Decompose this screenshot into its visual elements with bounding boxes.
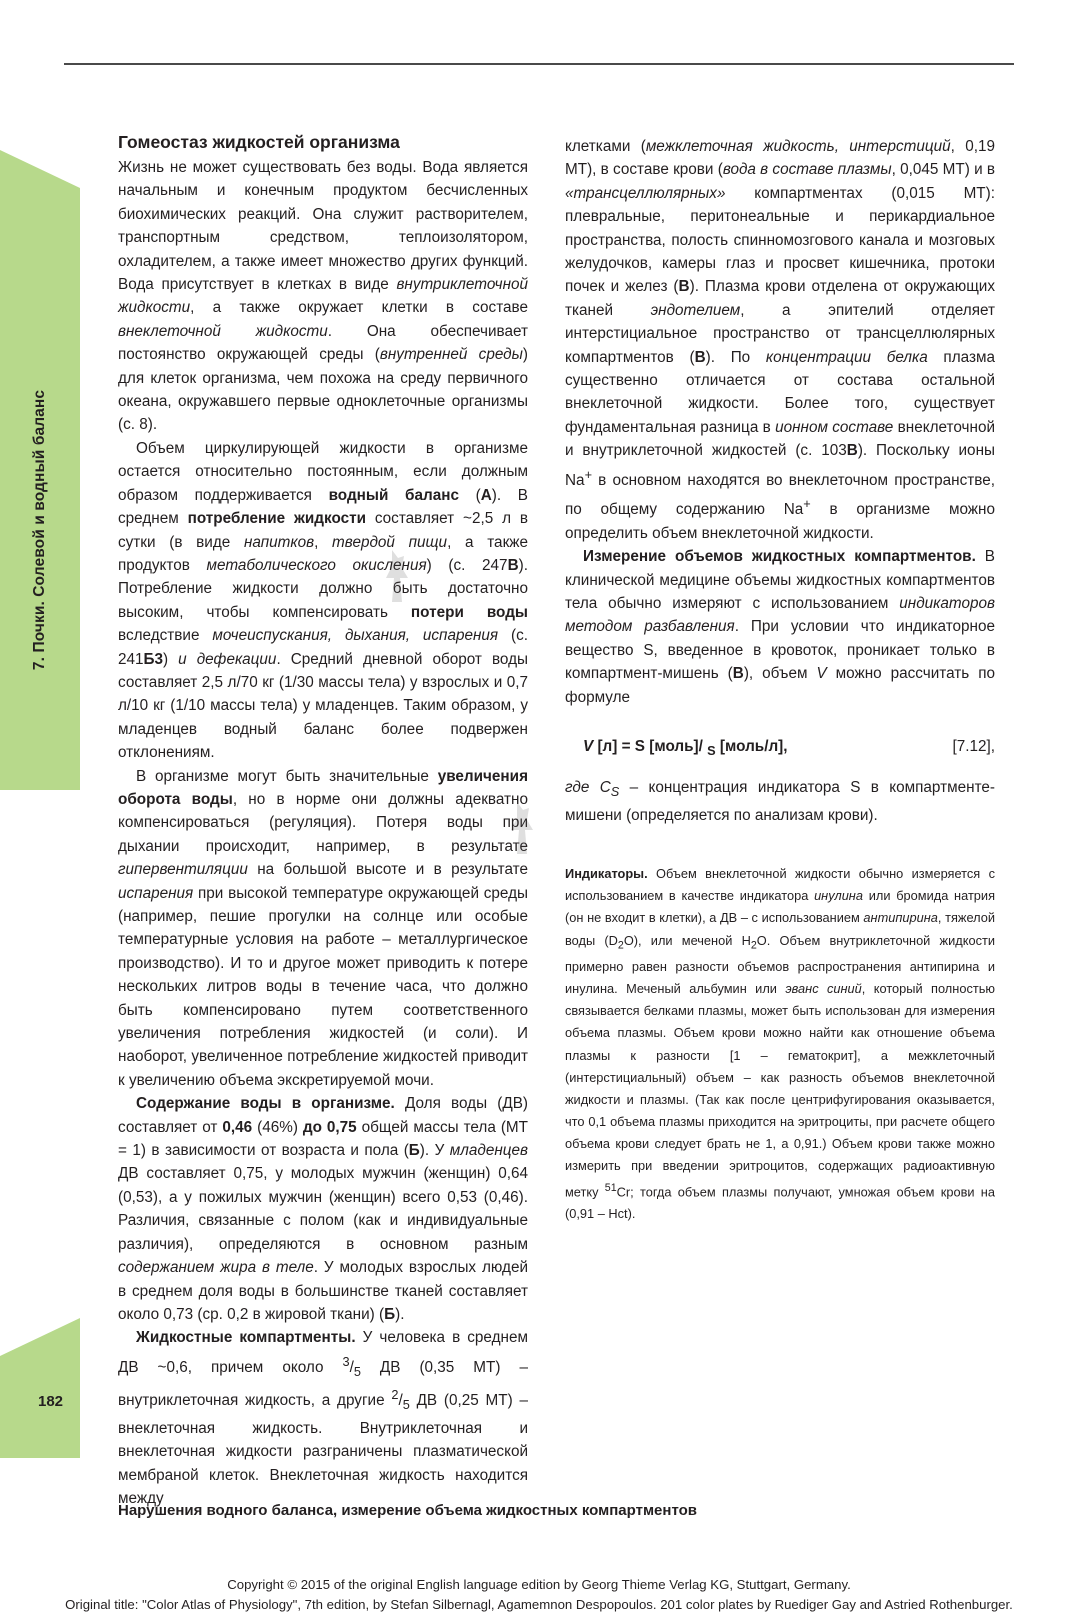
top-rule (64, 63, 1014, 65)
chapter-side-label: 7. Почки. Солевой и водный баланс (31, 389, 49, 671)
page-number-band (0, 1318, 80, 1458)
section-title: Гомеостаз жидкостей организма (118, 132, 400, 152)
copyright-line-2: Original title: "Color Atlas of Physiology", 7th edition, by Stefan Silbernagl, Agamemnon Despopoulos. 201 color plates by Ruediger Gay and Astried Rothenburger. (65, 1597, 1013, 1612)
formula-number: [7.12], (952, 737, 995, 755)
indicators-box (565, 863, 995, 1225)
paragraph-water-content: Содержание воды в организме. Доля воды (ДВ) составляет от 0,46 (46%) до 0,75 общей массы тела (МТ = 1) в зависимости от возраста и пола (Б). У младенцев ДВ составляет 0,75, у молодых мужчин (женщин) 0,64 (0,53), а у пожилых мужчин (женщин) всего 0,53 (0,46). Различия, связанные с полом (как и индивидуальные различия), определяются в основном разным содержанием жира в теле. У молодых взрослых людей в среднем доля воды в большинстве тканей составляет около 0,73 (ср. 0,2 в жировой ткани) (Б). (118, 1095, 528, 1323)
paragraph-intro: Жизнь не может существовать без воды. Вода является начальным и конечным продуктом бесчисленных биохимических реакций. Она служит растворителем, транспортным средством, теплоизолятором, охладителем, а также имеет множество других функций. Вода присутствует в клетках в виде внутриклеточной жидкости, а также окружает клетки в составе внеклеточной жидкости. Она обеспечивает постоянство окружающей среды (внутренней среды) для клеток организма, чем похожа на среду первичного океана, окружавшего первые одноклеточные организмы (с. 8). (118, 159, 529, 434)
figure-caption: Нарушения водного баланса, измерение объема жидкостных компартментов (118, 1502, 697, 1519)
publisher-watermark-icon (505, 800, 539, 856)
formula-row (565, 735, 995, 762)
page-number: 182 (38, 1393, 64, 1410)
formula: V [л] = S [моль]/ $_S$ [моль/л], (583, 737, 788, 758)
paragraph-formula-explain: где $C_S$ – концентрация индикатора S в компартменте-мишени (определяется по анализам крови). (565, 779, 996, 824)
paragraph-water-balance: Объем циркулирующей жидкости в организме остается относительно постоянным, если должным образом поддерживается водный баланс (A). В среднем потребление жидкости составляет ~2,5 л в сутки (в виде напитков, твердой пищи, а также продуктов метаболического окисления) (с. 247B). Потребление жидкости должно быть достаточно высоким, чтобы компенсировать потери воды вследствие мочеиспускания, дыхания, испарения (с. 241Б3) и дефекации. Средний дневной оборот воды составляет 2,5 л/70 кг (1/30 массы тела) у взрослых и 0,7 л/10 кг (1/10 массы тела) у младенцев. Таким образом, у младенцев водный баланс более подвержен отклонениям. (118, 439, 528, 762)
right-column (565, 135, 995, 1226)
copyright-line-1: Copyright © 2015 of the original English language edition by Georg Thieme Verlag KG, Stuttgart, Germany. (227, 1577, 851, 1592)
left-column (118, 130, 528, 1510)
paragraph-measurement: Измерение объемов жидкостных компартментов. В клинической медицине объемы жидкостных компартментов тела обычно измеряют с использованием индикаторов методом разбавления. При условии что индикаторное вещество S, введенное в кровоток, проникает только в компартмент-мишень (B), объем V можно рассчитать по формуле (565, 548, 996, 706)
indicators-text: Индикаторы. Объем внеклеточной жидкости обычно измеряется с использованием в качестве индикатора инулина или бромида натрия (он не входит в клетки), а ДВ – с использованием антипирина, тяжелой воды $(D_2O)$, или меченой $H_2O$. Объем внутриклеточной жидкости примерно равен разности объемов распространения антипирина и инулина. Меченый альбумин или эванс синий, который полностью связывается белками плазмы, может быть использован для измерения объема плазмы. Объем крови можно найти как отношение объема плазмы к разности [1 – гематокрит], а межклеточный (интерстициальный) объем – как разность объемов внеклеточной жидкости и плазмы. (Так как после центрифугирования оказывается, что 0,1 объема плазмы приходится на эритроциты, при расчете общего объема крови следует брать не 1, а 0,91.) Объем крови также можно измерить при введении эритроцитов, содержащих радиоактивную метку $^{51}$Cr; тогда объем плазмы получают, умножая объем крови на (0,91 – Hct). (565, 866, 996, 1222)
paragraph-compartments-cont: клетками (межклеточная жидкость, интерстиций, 0,19 МТ), в составе крови (вода в составе плазмы, 0,045 МТ) и в «трансцеллюлярных» компартментах (0,015 МТ): плевральные, перитонеальные и перикардиальное пространства, полость спинномозгового канала и мозговых желудочков, камеры глаз и просвет кишечника, протоки почек и желез (B). Плазма крови отделена от окружающих тканей эндотелием, а эпителий отделяет интерстициальное пространство от трансцеллюлярных компартментов (B). По концентрации белка плазма существенно отличается от состава остальной внеклеточной жидкости. Более того, существует фундаментальная разница в ионном составе внеклеточной и внутриклеточной жидкостей (с. 103B). Поскольку ионы Na+ в основном находятся во внеклеточном пространстве, по общему содержанию Na+ в организме можно определить объем внеклеточной жидкости. (565, 138, 996, 542)
paragraph-fluid-compartments: Жидкостные компартменты. У человека в среднем ДВ ~0,6, причем около $^3/_5$ ДВ (0,35 МТ) – внутриклеточная жидкость, а другие $^2/_5$ ДВ (0,25 МТ) – внеклеточная жидкость. Внутриклеточная и внеклеточная жидкости разграничены плазматической мембраной клеток. Внеклеточная жидкость находится между (118, 1329, 528, 1508)
paragraph-water-turnover: В организме могут быть значительные увеличения оборота воды, но в норме они должны адекватно компенсироваться (регуляция). Потеря воды при дыхании происходит, например, в результате гипервентиляции на большой высоте и в результате испарения при высокой температуре окружающей среды (например, пешие прогулки на солнце или особые температурные условия на работе – металлургическое производство). И то и другое может приводить к потере нескольких литров воды в течение часа, что должно быть компенсировано путем соответственного увеличения потребления жидкостей (и соли). И наоборот, увеличенное потребление жидкостей приводит к увеличению объема экскретируемой мочи. (118, 767, 528, 1089)
copyright-notice (0, 1575, 1078, 1615)
publisher-watermark-icon (380, 548, 414, 604)
